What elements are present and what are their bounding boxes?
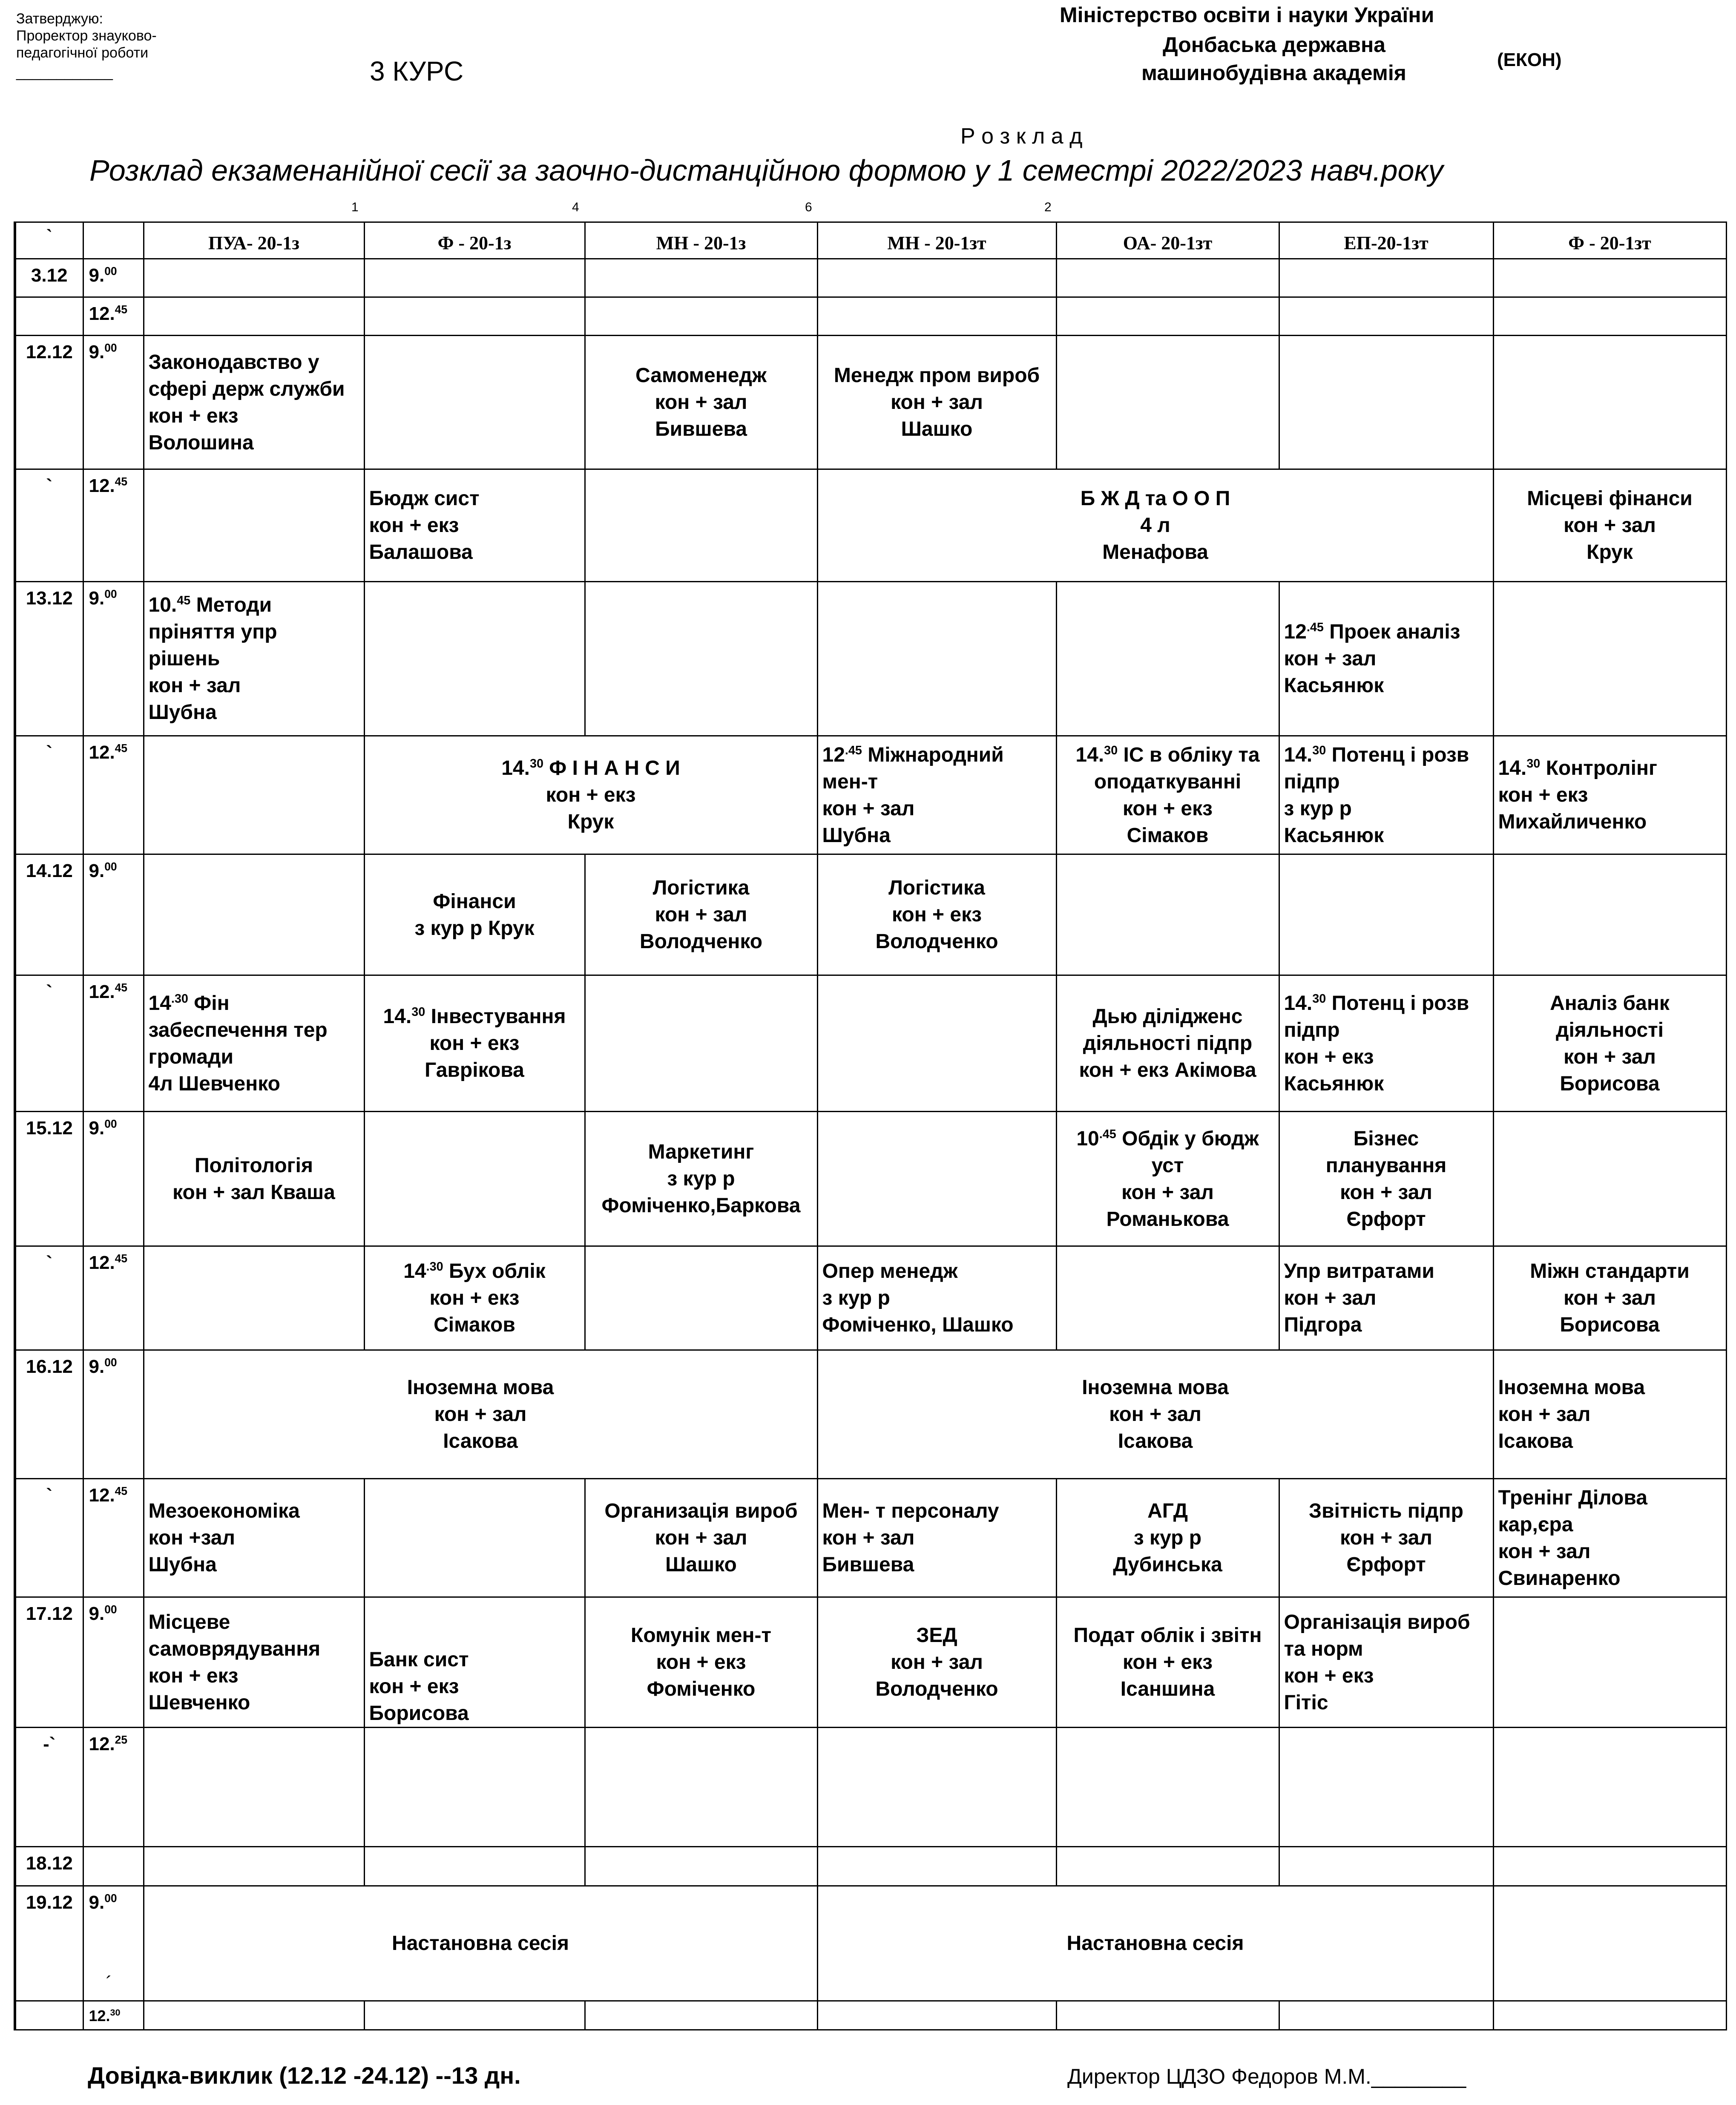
schedule-word: Р о з к л а д [960, 124, 1083, 149]
date-cell: ` [15, 1246, 83, 1350]
exam-cell [364, 1246, 585, 1350]
time-cell [83, 1597, 144, 1728]
exam-text: Потенц і розв підпр з кур р Касьянюк [1284, 743, 1469, 847]
row-15-12-morning [15, 1112, 1726, 1246]
empty-cell [1056, 582, 1279, 736]
time-cell [83, 259, 144, 297]
exam-text: Контролінг кон + екз Михайличенко [1498, 757, 1657, 833]
empty-cell [1493, 2001, 1726, 2030]
time-minutes: 45 [115, 475, 128, 488]
empty-cell [1056, 259, 1279, 297]
orientation-session: Настановна сесія [144, 1886, 817, 2001]
empty-cell [1279, 854, 1493, 975]
exam-time-minutes: 45 [177, 594, 191, 607]
exam-time: 12 [1284, 621, 1307, 643]
time-cell [83, 469, 144, 582]
time-hour: 12. [89, 303, 115, 324]
time-cell [83, 1886, 144, 2001]
empty-cell [1279, 336, 1493, 469]
academy-line2: машинобудівна академія [1141, 61, 1406, 85]
exam-time-minutes: .30 [171, 992, 188, 1006]
exam-time: 14. [383, 1005, 412, 1028]
exam-text: Проек аналіз кон + зал Касьянюк [1284, 621, 1460, 697]
exam-text: Бух облік кон + екз Сімаков [429, 1260, 546, 1336]
academy-line1: Донбаська державна [1163, 33, 1385, 57]
group-mn-20-1z: МН - 20-1з [585, 222, 817, 259]
empty-cell [1279, 2001, 1493, 2030]
time-minutes: 45 [115, 303, 128, 316]
empty-cell [817, 1847, 1056, 1886]
empty-cell [1056, 2001, 1279, 2030]
row-15-12-afternoon [15, 1246, 1726, 1350]
exam-cell [817, 736, 1056, 854]
exam-cell [1279, 975, 1493, 1112]
exam-cell [364, 736, 817, 854]
group-f-20-1zt: Ф - 20-1зт [1493, 222, 1726, 259]
exam-cell: Комунік мен-т кон + екз Фоміченко [585, 1597, 817, 1728]
time-hour: 9. [89, 588, 105, 609]
time-hour: 12. [89, 981, 115, 1002]
empty-cell [1493, 1728, 1726, 1847]
row-17-12-morning [15, 1597, 1726, 1728]
exam-cell: Подат облік і звітн кон + екз Ісаншина [1056, 1597, 1279, 1728]
row-12-12-afternoon [15, 469, 1726, 582]
exam-cell: Іноземна мова кон + зал Ісакова [144, 1350, 817, 1479]
empty-cell [585, 2001, 817, 2030]
empty-cell [1056, 297, 1279, 336]
date-cell: ` [15, 469, 83, 582]
empty-cell [144, 297, 364, 336]
time-hour: 12. [89, 475, 115, 496]
exam-cell: Дью ділідженс діяльності підпр кон + екз Акімова [1056, 975, 1279, 1112]
course-label: 3 КУРС [370, 56, 464, 86]
exam-cell: Менедж пром вироб кон + зал Шашко [817, 336, 1056, 469]
time-cell [83, 736, 144, 854]
exam-cell [364, 975, 585, 1112]
time-cell [83, 336, 144, 469]
exam-text: Ф І Н А Н С И кон + екз Крук [546, 757, 680, 833]
row-14-12-afternoon [15, 975, 1726, 1112]
empty-cell [1493, 259, 1726, 297]
empty-cell [364, 2001, 585, 2030]
empty-cell [817, 975, 1056, 1112]
empty-cell [1493, 1847, 1726, 1886]
time-hour: 9. [89, 860, 105, 881]
row-19-12-afternoon [15, 2001, 1726, 2030]
exam-cell: Місцеві фінанси кон + зал Крук [1493, 469, 1726, 582]
time-minutes: 45 [115, 1252, 128, 1265]
empty-cell [144, 2001, 364, 2030]
header-row [15, 222, 1726, 259]
col-number-6: 6 [805, 200, 812, 214]
schedule-title: Розклад екзаменанійної сесії за заочно-дистанційною формою у 1 семестрі 2022/2023 навч.року [89, 154, 1443, 187]
empty-cell [144, 1728, 364, 1847]
time-cell [83, 854, 144, 975]
empty-cell [1279, 259, 1493, 297]
empty-cell [364, 1112, 585, 1246]
row-16-12-afternoon [15, 1479, 1726, 1597]
empty-cell [817, 582, 1056, 736]
exam-cell: Іноземна мова кон + зал Ісакова [1493, 1350, 1726, 1479]
row-18-12 [15, 1847, 1726, 1886]
group-pua-20-1z: ПУА- 20-1з [144, 222, 364, 259]
exam-cell: Іноземна мова кон + зал Ісакова [817, 1350, 1493, 1479]
empty-cell [585, 259, 817, 297]
exam-time-minutes: 30 [1104, 743, 1118, 757]
exam-cell: Тренінг Ділова кар,єра кон + зал Свинаренко [1493, 1479, 1726, 1597]
time-minutes: 25 [115, 1733, 128, 1746]
time-cell [83, 1728, 144, 1847]
exam-cell: ЗЕД кон + зал Володченко [817, 1597, 1056, 1728]
exam-cell: Бюдж сист кон + екз Балашова [364, 469, 585, 582]
date-cell [15, 2001, 83, 2030]
department-code: (ЕКОН) [1497, 49, 1562, 70]
empty-cell [585, 1847, 817, 1886]
exam-cell [144, 582, 364, 736]
time-minutes: 00 [104, 1892, 117, 1905]
empty-cell [1493, 582, 1726, 736]
date-cell: ` [15, 1479, 83, 1597]
empty-cell [817, 2001, 1056, 2030]
exam-time-minutes: 30 [529, 757, 543, 771]
exam-cell: Логістика кон + екз Володченко [817, 854, 1056, 975]
exam-time: 14. [1075, 743, 1104, 766]
exam-time-minutes: 30 [411, 1005, 425, 1019]
empty-cell [1493, 1886, 1726, 2001]
date-cell: ` [15, 736, 83, 854]
exam-cell: Опер менедж з кур р Фоміченко, Шашко [817, 1246, 1056, 1350]
exam-time-minutes: .45 [1099, 1127, 1116, 1141]
exam-time: 10. [148, 594, 177, 616]
empty-cell [817, 297, 1056, 336]
empty-cell [1493, 336, 1726, 469]
empty-cell [144, 259, 364, 297]
time-minutes: 00 [104, 1117, 117, 1130]
empty-cell [585, 1246, 817, 1350]
exam-text: Інвестування кон + екз Гаврікова [425, 1005, 566, 1081]
col-number-2: 2 [1044, 200, 1052, 214]
time-hour: 9. [89, 1356, 105, 1377]
exam-cell: Фінанси з кур р Крук [364, 854, 585, 975]
time-minutes: 30 [110, 2007, 121, 2018]
col-number-1: 1 [351, 200, 359, 214]
approval-line1: Затверджую: [16, 11, 103, 27]
empty-cell [364, 1728, 585, 1847]
approval-sign: ____________ [16, 64, 113, 81]
empty-cell [1493, 297, 1726, 336]
empty-cell [1279, 297, 1493, 336]
time-cell [83, 1350, 144, 1479]
empty-cell [1493, 1597, 1726, 1728]
exam-cell: Аналіз банк діяльності кон + зал Борисова [1493, 975, 1726, 1112]
approval-block [16, 10, 157, 81]
date-cell: ` [15, 975, 83, 1112]
empty-cell [817, 1728, 1056, 1847]
exam-text: Потенц і розв підпр кон + екз Касьянюк [1284, 992, 1469, 1095]
empty-cell [817, 259, 1056, 297]
exam-cell [1493, 736, 1726, 854]
time-cell [83, 1246, 144, 1350]
exam-time: 14. [1284, 992, 1313, 1015]
empty-cell [1056, 854, 1279, 975]
date-cell: 14.12 [15, 854, 83, 975]
empty-cell [585, 297, 817, 336]
time-minutes: 45 [115, 981, 128, 994]
empty-cell [1493, 854, 1726, 975]
empty-cell [144, 1847, 364, 1886]
col-number-4: 4 [572, 200, 579, 214]
empty-cell [364, 336, 585, 469]
exam-time-minutes: .45 [845, 743, 862, 757]
time-cell [83, 297, 144, 336]
time-minutes: 45 [115, 742, 128, 755]
row-14-12-morning [15, 854, 1726, 975]
time-cell [83, 1847, 144, 1886]
empty-cell [1056, 1847, 1279, 1886]
exam-cell: Самоменедж кон + зал Бившева [585, 336, 817, 469]
exam-time-minutes: .30 [426, 1260, 443, 1274]
row-13-12-morning [15, 582, 1726, 736]
exam-cell: Маркетинг з кур р Фоміченко,Баркова [585, 1112, 817, 1246]
time-hour: 12. [89, 1734, 115, 1754]
exam-time: 14 [148, 992, 171, 1015]
exam-cell: Мен- т персоналу кон + зал Бившева [817, 1479, 1056, 1597]
time-cell [83, 1479, 144, 1597]
exam-cell: Організація вироб та норм кон + екз Гітіс [1279, 1597, 1493, 1728]
time-cell [83, 2001, 144, 2030]
date-cell: 18.12 [15, 1847, 83, 1886]
empty-cell [1279, 1728, 1493, 1847]
time-minutes: 00 [104, 265, 117, 278]
exam-time: 10 [1076, 1127, 1099, 1150]
group-oa-20-1zt: ОА- 20-1зт [1056, 222, 1279, 259]
empty-cell [585, 582, 817, 736]
time-hour: 12. [89, 742, 115, 763]
row-13-12-afternoon [15, 736, 1726, 854]
exam-cell: Політологія кон + зал Кваша [144, 1112, 364, 1246]
date-cell: 19.12 [15, 1886, 83, 2001]
row-19-12-morning [15, 1886, 1726, 2001]
exam-cell [144, 975, 364, 1112]
empty-cell [364, 1847, 585, 1886]
date-cell: 15.12 [15, 1112, 83, 1246]
empty-cell [1056, 1246, 1279, 1350]
time-minutes: 45 [115, 1484, 128, 1498]
date-cell: 13.12 [15, 582, 83, 736]
time-cell [83, 975, 144, 1112]
exam-text: Фін забеспечення тер громади 4л Шевченко [148, 992, 328, 1095]
exam-cell: Логістика кон + зал Володченко [585, 854, 817, 975]
time-hour: 9. [89, 265, 105, 286]
time-hour: 9. [89, 1892, 105, 1913]
exam-cell: АГД з кур р Дубинська [1056, 1479, 1279, 1597]
exam-time: 12 [822, 743, 845, 766]
group-mn-20-1zt: МН - 20-1зт [817, 222, 1056, 259]
time-hour: 12. [89, 1485, 115, 1506]
empty-cell [144, 854, 364, 975]
director-signature: Директор ЦДЗО Федоров М.М.________ [1067, 2065, 1466, 2088]
time-hour: 9. [89, 1118, 105, 1139]
empty-cell [585, 975, 817, 1112]
exam-time-minutes: 30 [1312, 992, 1326, 1006]
orientation-session: Настановна сесія [817, 1886, 1493, 2001]
empty-cell [364, 1479, 585, 1597]
exam-cell [1279, 736, 1493, 854]
exam-time-minutes: 30 [1526, 757, 1541, 771]
exam-cell: Б Ж Д та О О П 4 л Менафова [817, 469, 1493, 582]
empty-cell [1056, 336, 1279, 469]
row-17-12-afternoon [15, 1728, 1726, 1847]
exam-time-minutes: .45 [1306, 621, 1324, 634]
time-hour: 12. [89, 2007, 110, 2024]
corner-cell: ` [15, 222, 83, 259]
date-cell: 16.12 [15, 1350, 83, 1479]
row-12-12-morning [15, 336, 1726, 469]
time-minutes: 00 [104, 1603, 117, 1616]
exam-text: Методи пріняття упр рішень кон + зал Шубна [148, 594, 277, 724]
empty-cell [364, 259, 585, 297]
exam-cell: Звітність підпр кон + зал Єрфорт [1279, 1479, 1493, 1597]
empty-cell [585, 1728, 817, 1847]
date-cell [15, 297, 83, 336]
time-minutes: 00 [104, 1356, 117, 1369]
row-16-12-morning [15, 1350, 1726, 1479]
time-minutes: 00 [104, 587, 117, 601]
empty-cell [144, 1246, 364, 1350]
time-minutes: 00 [104, 860, 117, 873]
exam-cell: Бізнес планування кон + зал Єрфорт [1279, 1112, 1493, 1246]
group-ep-20-1zt: ЕП-20-1зт [1279, 222, 1493, 259]
row-3-12-afternoon [15, 297, 1726, 336]
exam-text: Міжнародний мен-т кон + зал Шубна [822, 743, 1004, 847]
exam-cell: Упр витратами кон + зал Підгора [1279, 1246, 1493, 1350]
exam-cell: Законодавство у сфері держ служби кон + екз Волошина [144, 336, 364, 469]
time-hour: 9. [89, 1603, 105, 1624]
schedule-table [14, 221, 1727, 2030]
empty-cell [1279, 1847, 1493, 1886]
empty-cell [364, 582, 585, 736]
exam-cell: Банк сист кон + екз Борисова [364, 1597, 585, 1728]
exam-cell [1056, 1112, 1279, 1246]
exam-cell: Мезоекономіка кон +зал Шубна [144, 1479, 364, 1597]
ministry: Міністерство освіти і науки України [1060, 3, 1434, 27]
time-cell [83, 582, 144, 736]
empty-cell [364, 297, 585, 336]
empty-cell [144, 469, 364, 582]
exam-cell [1056, 736, 1279, 854]
call-certificate-note: Довідка-виклик (12.12 -24.12) --13 дн. [88, 2062, 521, 2089]
row-3-12-morning [15, 259, 1726, 297]
exam-time: 14 [403, 1260, 426, 1283]
time-hour: 12. [89, 1252, 115, 1273]
time-minutes: 00 [104, 341, 117, 354]
empty-cell [585, 469, 817, 582]
exam-cell: Міжн стандарти кон + зал Борисова [1493, 1246, 1726, 1350]
approval-line3: педагогічної роботи [16, 45, 149, 61]
time-header [83, 222, 144, 259]
exam-text: ІС в обліку та оподаткуванні кон + екз Сімаков [1094, 743, 1260, 847]
date-cell: 3.12 [15, 259, 83, 297]
empty-cell [1056, 1728, 1279, 1847]
empty-cell [144, 736, 364, 854]
empty-cell [1493, 1112, 1726, 1246]
exam-time: 14. [1498, 757, 1527, 779]
date-cell: 12.12 [15, 336, 83, 469]
exam-time-minutes: 30 [1312, 743, 1326, 757]
time-cell [83, 1112, 144, 1246]
approval-line2: Проректор знауково- [16, 28, 157, 44]
exam-cell [1279, 582, 1493, 736]
time-hour: 9. [89, 342, 105, 362]
date-cell: 17.12 [15, 1597, 83, 1728]
exam-cell: Місцеве самоврядування кон + екз Шевченко [144, 1597, 364, 1728]
tick-mark: ´ [106, 1973, 112, 1993]
exam-time: 14. [1284, 743, 1313, 766]
exam-cell: Организація вироб кон + зал Шашко [585, 1479, 817, 1597]
group-f-20-1z: Ф - 20-1з [364, 222, 585, 259]
exam-text: Обдік у бюдж уст кон + зал Романькова [1106, 1127, 1259, 1231]
empty-cell [817, 1112, 1056, 1246]
exam-time: 14. [501, 757, 530, 779]
date-cell: -` [15, 1728, 83, 1847]
